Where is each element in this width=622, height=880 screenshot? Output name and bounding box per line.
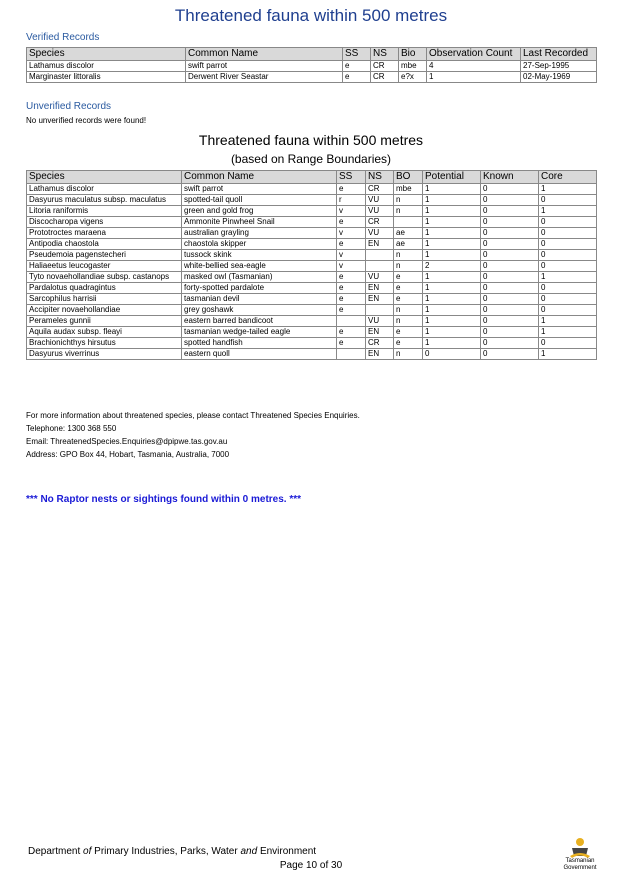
table-cell: 0 [539, 195, 597, 206]
contact-telephone: Telephone: 1300 368 550 [26, 424, 117, 433]
table-cell: r [337, 195, 366, 206]
column-header: Species [27, 48, 186, 61]
table-cell: grey goshawk [182, 305, 337, 316]
table-cell: CR [366, 217, 394, 228]
column-header: SS [337, 171, 366, 184]
table-cell: 0 [481, 261, 539, 272]
table-cell: 0 [481, 349, 539, 360]
table-cell: CR [371, 72, 399, 83]
table-cell: v [337, 250, 366, 261]
table-cell: Dasyurus viverrinus [27, 349, 182, 360]
table-cell: Pardalotus quadragintus [27, 283, 182, 294]
table-cell: tasmanian devil [182, 294, 337, 305]
column-header: Common Name [182, 171, 337, 184]
table-row [27, 184, 597, 195]
table-cell: e [343, 61, 371, 72]
contact-intro: For more information about threatened species, please contact Threatened Species Enquiries. [26, 411, 360, 420]
table-cell: 0 [481, 250, 539, 261]
table-cell: EN [366, 349, 394, 360]
table-row [27, 250, 597, 261]
column-header: Bio [399, 48, 427, 61]
table-cell: e [394, 338, 423, 349]
table-cell: australian grayling [182, 228, 337, 239]
table-cell: 27-Sep-1995 [521, 61, 597, 72]
table-cell: 2 [423, 261, 481, 272]
table-cell: 0 [539, 294, 597, 305]
table-cell: 0 [539, 305, 597, 316]
table-cell: Dasyurus maculatus subsp. maculatus [27, 195, 182, 206]
column-header: Observation Count [427, 48, 521, 61]
table-cell: 1 [539, 316, 597, 327]
table-cell: e [337, 239, 366, 250]
table-row [27, 305, 597, 316]
table-row [27, 294, 597, 305]
table-cell: 1 [423, 250, 481, 261]
table-cell: v [337, 261, 366, 272]
table-cell: green and gold frog [182, 206, 337, 217]
table-cell: 0 [423, 349, 481, 360]
table-cell: 0 [481, 272, 539, 283]
table-cell: 1 [539, 272, 597, 283]
table-cell: 1 [423, 217, 481, 228]
table-cell [366, 261, 394, 272]
table-cell: white-bellied sea-eagle [182, 261, 337, 272]
table-cell: spotted handfish [182, 338, 337, 349]
table-header-row [27, 48, 597, 61]
table-cell: CR [371, 61, 399, 72]
table-cell: mbe [399, 61, 427, 72]
table-cell: n [394, 261, 423, 272]
table-cell [394, 217, 423, 228]
table-cell: n [394, 250, 423, 261]
table-row [27, 349, 597, 360]
table-cell: 0 [539, 250, 597, 261]
table-cell: EN [366, 327, 394, 338]
page-title: Threatened fauna within 500 metres [174, 6, 448, 25]
table-cell: Perameles gunnii [27, 316, 182, 327]
table-row [27, 338, 597, 349]
table-cell: v [337, 206, 366, 217]
table-cell: 1 [423, 239, 481, 250]
table-cell: e [337, 217, 366, 228]
table-cell: 1 [423, 272, 481, 283]
table-cell: 0 [539, 261, 597, 272]
table-cell: 1 [423, 316, 481, 327]
table-cell: e [337, 184, 366, 195]
table-cell: 1 [539, 206, 597, 217]
table-cell: eastern quoll [182, 349, 337, 360]
table-cell: n [394, 349, 423, 360]
table-cell: Lathamus discolor [27, 184, 182, 195]
table-cell: 1 [539, 349, 597, 360]
table-cell: 1 [423, 206, 481, 217]
table-cell: v [337, 228, 366, 239]
table-cell [366, 250, 394, 261]
table-cell: e [337, 283, 366, 294]
table-cell: Ammonite Pinwheel Snail [182, 217, 337, 228]
table-cell: Lathamus discolor [27, 61, 186, 72]
logo-text: Tasmanian Government [563, 858, 597, 871]
table-cell: forty-spotted pardalote [182, 283, 337, 294]
table-cell: Sarcophilus harrisii [27, 294, 182, 305]
table-cell: Pseudemoia pagenstecheri [27, 250, 182, 261]
range-title: Threatened fauna within 500 metres [198, 132, 424, 148]
range-subtitle: (based on Range Boundaries) [230, 152, 392, 166]
column-header: Last Recorded [521, 48, 597, 61]
table-cell [366, 305, 394, 316]
table-row [27, 283, 597, 294]
unverified-records-heading: Unverified Records [26, 101, 112, 112]
table-cell: CR [366, 338, 394, 349]
table-cell: n [394, 206, 423, 217]
column-header: SS [343, 48, 371, 61]
column-header: NS [371, 48, 399, 61]
table-cell: e [337, 294, 366, 305]
column-header: Known [481, 171, 539, 184]
table-cell: 0 [481, 217, 539, 228]
table-cell: 4 [427, 61, 521, 72]
table-cell: e [337, 305, 366, 316]
table-cell: Marginaster littoralis [27, 72, 186, 83]
table-cell: 0 [481, 239, 539, 250]
table-cell: chaostola skipper [182, 239, 337, 250]
table-cell: e [337, 327, 366, 338]
table-cell: swift parrot [182, 184, 337, 195]
table-cell [337, 316, 366, 327]
table-row [27, 228, 597, 239]
table-cell: e?x [399, 72, 427, 83]
table-row [27, 327, 597, 338]
table-cell: 1 [539, 184, 597, 195]
table-cell: spotted-tail quoll [182, 195, 337, 206]
department-name: Department of Primary Industries, Parks, Water and Environment [28, 846, 317, 857]
table-header-row [27, 171, 597, 184]
table-cell: swift parrot [186, 61, 343, 72]
table-cell: Litoria raniformis [27, 206, 182, 217]
table-cell: 0 [481, 283, 539, 294]
table-cell: Discocharopa vigens [27, 217, 182, 228]
table-row [27, 61, 597, 72]
table-cell: VU [366, 272, 394, 283]
table-cell: 0 [481, 316, 539, 327]
table-cell: 1 [423, 305, 481, 316]
table-cell: Accipiter novaehollandiae [27, 305, 182, 316]
table-cell: masked owl (Tasmanian) [182, 272, 337, 283]
table-cell: Aquila audax subsp. fleayi [27, 327, 182, 338]
table-cell: 1 [423, 184, 481, 195]
table-cell: Brachionichthys hirsutus [27, 338, 182, 349]
verified-records-heading: Verified Records [26, 32, 100, 43]
table-cell: Tyto novaehollandiae subsp. castanops [27, 272, 182, 283]
table-cell: 02-May-1969 [521, 72, 597, 83]
table-row [27, 316, 597, 327]
table-cell: 0 [481, 327, 539, 338]
table-cell: VU [366, 316, 394, 327]
table-cell: n [394, 195, 423, 206]
raptor-notice: *** No Raptor nests or sightings found within 0 metres. *** [26, 494, 302, 505]
table-cell: Antipodia chaostola [27, 239, 182, 250]
contact-address: Address: GPO Box 44, Hobart, Tasmania, Australia, 7000 [26, 450, 230, 459]
table-cell: 1 [427, 72, 521, 83]
column-header: Core [539, 171, 597, 184]
table-cell: EN [366, 294, 394, 305]
table-cell: 0 [539, 217, 597, 228]
table-cell [337, 349, 366, 360]
range-boundaries-table [26, 170, 597, 360]
table-cell: mbe [394, 184, 423, 195]
table-cell: 1 [423, 338, 481, 349]
table-cell: 0 [481, 228, 539, 239]
contact-email: Email: ThreatenedSpecies.Enquiries@dpipwe.tas.gov.au [26, 437, 228, 446]
table-cell: n [394, 316, 423, 327]
table-cell: CR [366, 184, 394, 195]
table-cell: 0 [539, 228, 597, 239]
table-cell: EN [366, 239, 394, 250]
column-header: Potential [423, 171, 481, 184]
column-header: Species [27, 171, 182, 184]
table-row [27, 272, 597, 283]
table-cell: 1 [423, 294, 481, 305]
table-cell: e [343, 72, 371, 83]
table-cell: ae [394, 228, 423, 239]
table-cell: 1 [423, 195, 481, 206]
column-header: Common Name [186, 48, 343, 61]
table-cell: 0 [481, 338, 539, 349]
table-cell: e [394, 283, 423, 294]
table-cell: VU [366, 228, 394, 239]
table-cell: e [337, 272, 366, 283]
table-cell: tussock skink [182, 250, 337, 261]
table-cell: e [394, 272, 423, 283]
table-cell: VU [366, 206, 394, 217]
table-cell: eastern barred bandicoot [182, 316, 337, 327]
table-cell: 1 [423, 228, 481, 239]
table-cell: EN [366, 283, 394, 294]
table-cell: e [337, 338, 366, 349]
table-cell: 0 [539, 239, 597, 250]
table-cell: Haliaeetus leucogaster [27, 261, 182, 272]
column-header: NS [366, 171, 394, 184]
table-cell: ae [394, 239, 423, 250]
table-cell: e [394, 294, 423, 305]
table-cell: 0 [481, 294, 539, 305]
table-cell: e [394, 327, 423, 338]
table-row [27, 261, 597, 272]
column-header: BO [394, 171, 423, 184]
table-row [27, 206, 597, 217]
no-unverified-message: No unverified records were found! [26, 116, 147, 125]
table-cell: 0 [481, 305, 539, 316]
table-cell: 1 [423, 283, 481, 294]
verified-records-table [26, 47, 597, 83]
table-cell: 1 [423, 327, 481, 338]
page-number: Page 10 of 30 [279, 860, 343, 871]
table-cell: 0 [481, 184, 539, 195]
table-row [27, 72, 597, 83]
table-cell: 0 [481, 195, 539, 206]
table-cell: 0 [481, 206, 539, 217]
table-cell: n [394, 305, 423, 316]
table-cell: 0 [539, 283, 597, 294]
table-cell: 0 [539, 338, 597, 349]
table-row [27, 239, 597, 250]
table-cell: Derwent River Seastar [186, 72, 343, 83]
table-cell: VU [366, 195, 394, 206]
table-row [27, 217, 597, 228]
table-cell: Prototroctes maraena [27, 228, 182, 239]
table-row [27, 195, 597, 206]
table-cell: tasmanian wedge-tailed eagle [182, 327, 337, 338]
table-cell: 1 [539, 327, 597, 338]
